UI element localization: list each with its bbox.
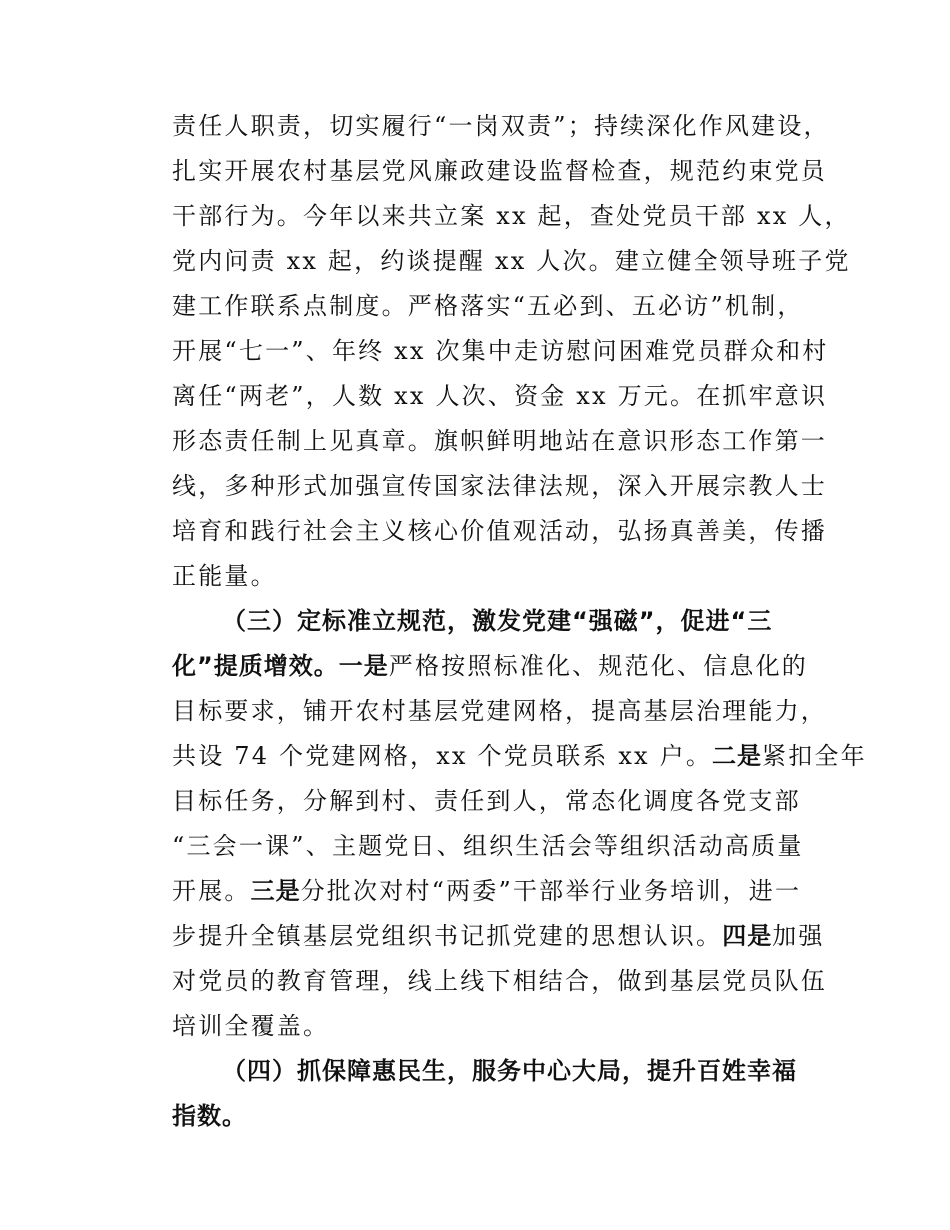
paragraph-line: 开展“七一”、年终 xx 次集中走访慰问困难党员群众和村	[172, 337, 829, 365]
paragraph-line: 正能量。	[172, 562, 277, 590]
paragraph-line: 目标要求，铺开农村基层党建网格，提高基层治理能力，	[172, 697, 827, 725]
section-4-heading: （四）抓保障惠民生，服务中心大局，提升百姓幸福	[222, 1057, 797, 1085]
paragraph-line: “三会一课”、主题党日、组织生活会等组织活动高质量	[172, 832, 804, 860]
paragraph-line: 干部行为。今年以来共立案 xx 起，查处党员干部 xx 人，	[172, 202, 851, 230]
paragraph-line	[172, 651, 808, 681]
item-label: 一是	[338, 652, 389, 680]
item-text: 紧扣全年	[762, 742, 867, 770]
paragraph-line: 培育和践行社会主义核心价值观活动，弘扬真善美，传播	[172, 517, 827, 545]
item-text: 开展。	[172, 877, 251, 905]
item-text: 步提升全镇基层党组织书记抓党建的思想认识。	[172, 922, 723, 950]
paragraph-line: 扎实开展农村基层党风廉政建设监督检查，规范约束党员	[172, 157, 827, 185]
section-3-heading-end: 化”提质增效。	[172, 652, 339, 680]
paragraph-line: 培训全覆盖。	[172, 1012, 330, 1040]
item-text: 严格按照标准化、规范化、信息化的	[388, 652, 808, 680]
item-text: 加强	[772, 922, 825, 950]
item-text: 共设 74 个党建网格，xx 个党员联系 xx 户。	[172, 742, 713, 770]
section-4-heading-end: 指数。	[172, 1102, 247, 1130]
item-label: 二是	[712, 742, 763, 770]
paragraph-line: 线，多种形式加强宣传国家法律法规，深入开展宗教人士	[172, 472, 827, 500]
item-label: 四是	[722, 922, 773, 950]
paragraph-line: 建工作联系点制度。严格落实“五必到、五必访”机制，	[172, 292, 804, 320]
paragraph-line: 形态责任制上见真章。旗帜鲜明地站在意识形态工作第一	[172, 427, 827, 455]
paragraph-line	[172, 921, 825, 951]
paragraph-line: 责任人职责，切实履行“一岗双责”；持续深化作风建设，	[172, 112, 830, 140]
paragraph-line	[172, 876, 801, 906]
paragraph-line	[172, 741, 867, 771]
section-3-heading: （三）定标准立规范，激发党建“强磁”，促进“三	[222, 607, 773, 635]
paragraph-line: 对党员的教育管理，线上线下相结合，做到基层党员队伍	[172, 967, 827, 995]
item-label: 三是	[250, 877, 301, 905]
item-text: 分批次对村“两委”干部举行业务培训，进一	[300, 877, 802, 905]
paragraph-line: 党内问责 xx 起，约谈提醒 xx 人次。建立健全领导班子党	[172, 247, 851, 275]
paragraph-line: 离任“两老”，人数 xx 人次、资金 xx 万元。在抓牢意识	[172, 382, 828, 410]
paragraph-line: 目标任务，分解到村、责任到人，常态化调度各党支部	[172, 787, 801, 815]
